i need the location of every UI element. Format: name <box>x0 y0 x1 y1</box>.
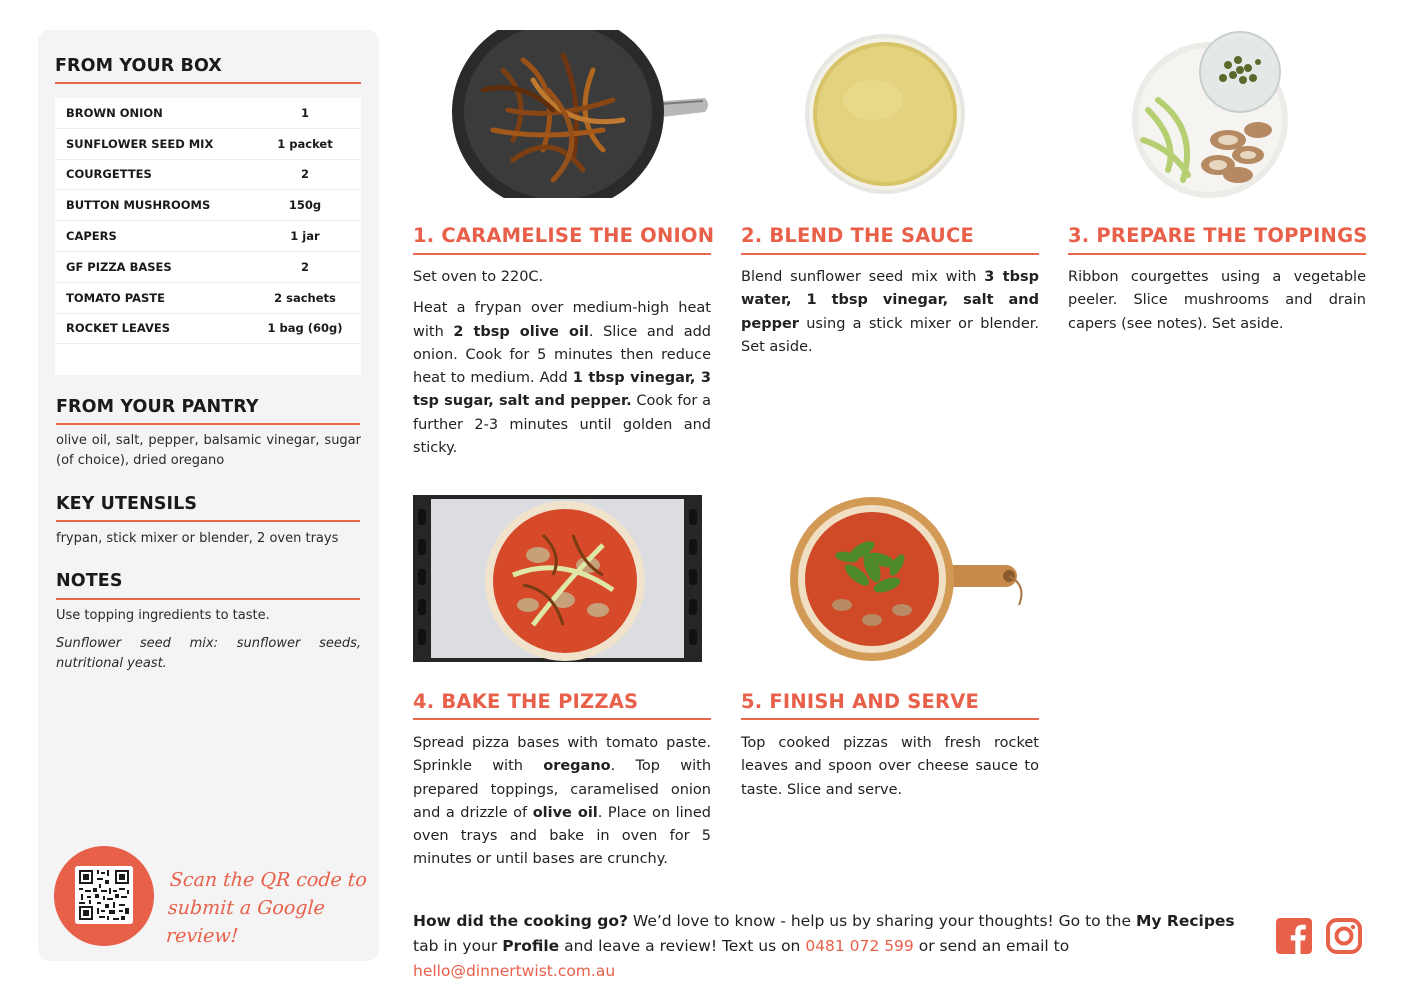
step-1-text <box>413 297 711 460</box>
text-run: Spread pizza bases with tomato paste. Sprinkle with <box>413 735 711 775</box>
phone-link[interactable]: 0481 072 599 <box>805 937 914 955</box>
notes-italic-text: Sunflower seed mix: sunflower seeds, nutritional yeast. <box>56 636 361 671</box>
step-2-title: 2. BLEND THE SAUCE <box>741 224 975 247</box>
pantry-text: olive oil, salt, pepper, balsamic vinegar, sugar (of choice), dried oregano <box>56 433 361 468</box>
text-run: using a stick mixer or blender. Set aside. <box>741 315 1039 355</box>
table-row <box>55 190 361 221</box>
ingredient-name: COURGETTES <box>66 167 152 182</box>
text-run-bold: 2 tbsp olive oil <box>453 323 589 340</box>
instagram-icon[interactable] <box>1326 918 1362 958</box>
step-1-body <box>413 266 711 468</box>
step-4-text <box>413 732 711 872</box>
table-row <box>55 314 361 345</box>
ingredient-name: CAPERS <box>66 229 117 244</box>
divider <box>741 718 1039 720</box>
divider <box>55 82 361 84</box>
ingredient-qty: 2 <box>300 167 309 182</box>
box-heading: FROM YOUR BOX <box>55 56 222 76</box>
text-run: . Place on lined oven trays and bake in oven for 5 minutes or until bases are crunchy. <box>413 804 711 868</box>
ingredient-qty: 2 sachets <box>274 290 336 305</box>
ingredient-qty: 1 jar <box>290 229 320 244</box>
step-1-text: Set oven to 220C. <box>413 269 544 285</box>
ingredient-name: GF PIZZA BASES <box>66 259 172 274</box>
footer-question: How did the cooking go? <box>413 912 628 930</box>
ingredient-name: TOMATO PASTE <box>66 290 165 305</box>
divider <box>56 598 360 600</box>
table-row <box>55 221 361 252</box>
step-4-body <box>413 732 711 880</box>
ingredient-qty: 1 packet <box>277 136 333 151</box>
sauce-bowl-photo <box>803 30 967 198</box>
ingredient-qty: 150g <box>288 198 322 213</box>
qr-caption <box>165 866 371 950</box>
footer-bold: My Recipes <box>1135 912 1235 930</box>
review-footer <box>413 909 1263 984</box>
step-5-body <box>741 732 1039 810</box>
ingredient-name: SUNFLOWER SEED MIX <box>66 136 214 151</box>
pantry-heading: FROM YOUR PANTRY <box>56 397 259 417</box>
divider <box>413 718 711 720</box>
ingredients-table <box>55 98 361 375</box>
ingredient-name: BUTTON MUSHROOMS <box>66 198 211 213</box>
text-run: Blend sunflower seed mix with <box>741 269 985 285</box>
qr-code-icon <box>75 866 133 924</box>
step-3-body <box>1068 266 1366 344</box>
divider <box>56 520 360 522</box>
divider <box>56 423 360 425</box>
divider <box>741 253 1039 255</box>
step-1-title: 1. CARAMELISE THE ONION <box>413 224 715 247</box>
text-run-bold: 1 tbsp vinegar, 3 tsp sugar, salt and pepper. <box>413 370 712 410</box>
toppings-plate-photo <box>1128 30 1294 198</box>
footer-text: We’d love to know - help us by sharing your thoughts! Go to the <box>627 912 1136 930</box>
pizza-tray-photo <box>413 495 702 662</box>
step-3-title: 3. PREPARE THE TOPPINGS <box>1068 224 1368 247</box>
table-row <box>55 160 361 191</box>
table-row <box>55 98 361 129</box>
footer-text: tab in your <box>413 937 503 955</box>
ingredient-qty: 1 <box>300 105 309 120</box>
text-run: . Slice and add onion. Cook for 5 minutes then reduce heat to medium. Add <box>413 323 711 387</box>
facebook-icon[interactable] <box>1276 918 1312 958</box>
divider <box>1068 253 1366 255</box>
footer-text: and leave a review! Text us on <box>559 937 806 955</box>
onion-frypan-photo <box>413 30 711 198</box>
ingredient-qty: 2 <box>300 259 309 274</box>
ingredient-name: BROWN ONION <box>66 105 163 120</box>
table-row <box>55 252 361 283</box>
footer-text: or send an email to <box>913 937 1070 955</box>
ingredient-qty: 1 bag (60g) <box>267 321 343 336</box>
step-2-text <box>741 266 1039 359</box>
footer-bold: Profile <box>502 937 560 955</box>
qr-badge[interactable] <box>54 846 154 946</box>
pizza-board-photo <box>787 495 1032 662</box>
ingredient-name: ROCKET LEAVES <box>66 321 171 336</box>
text-run: . Top with prepared toppings, caramelised onion and a drizzle of <box>413 758 712 821</box>
text-run-bold: 3 tbsp water, 1 tbsp vinegar, salt and pepper <box>741 269 1039 332</box>
email-link[interactable]: hello@dinnertwist.com.au <box>413 962 616 980</box>
text-run-bold: oregano <box>543 758 611 775</box>
table-row <box>55 283 361 314</box>
notes-heading: NOTES <box>56 571 123 591</box>
qr-caption-line: Scan the QR code to <box>169 869 368 891</box>
step-4-title: 4. BAKE THE PIZZAS <box>413 690 639 713</box>
utensils-text: frypan, stick mixer or blender, 2 oven trays <box>56 531 339 546</box>
divider <box>413 253 711 255</box>
step-2-body <box>741 266 1039 367</box>
text-run: Heat a frypan over medium-high heat with <box>413 300 711 340</box>
text-run: Cook for a further 2-3 minutes until golden and sticky. <box>413 393 711 457</box>
notes-text: Use topping ingredients to taste. <box>56 608 270 623</box>
table-row <box>55 129 361 160</box>
step-5-title: 5. FINISH AND SERVE <box>741 690 980 713</box>
step-3-text: Ribbon courgettes using a vegetable peeler. Slice mushrooms and drain capers (see notes). Set aside. <box>1068 269 1366 332</box>
utensils-heading: KEY UTENSILS <box>56 494 198 514</box>
step-5-text: Top cooked pizzas with fresh rocket leaves and spoon over cheese sauce to taste. Slice and serve. <box>741 735 1039 798</box>
sidebar <box>38 30 379 961</box>
qr-caption-line: submit a Google review! <box>165 897 326 947</box>
text-run-bold: olive oil <box>532 804 598 821</box>
